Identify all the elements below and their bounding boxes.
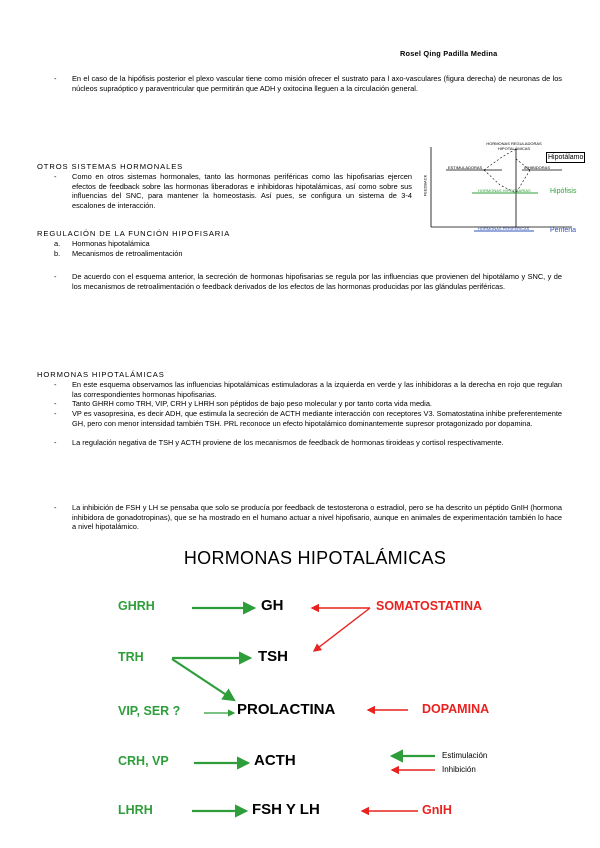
bullet-dash: - bbox=[54, 172, 57, 181]
arrow-trh-prl bbox=[172, 659, 234, 700]
bullet-dash: - bbox=[54, 74, 57, 83]
level-hipofisis: Hipófisis bbox=[550, 188, 577, 195]
intro-paragraph: En el caso de la hipófisis posterior el plexo vascular tiene como misión ofrecer el sustrato para l axo-vasculares (figura derecha) de neuronas de los núcleos supraóptico y paraventricular que permitirán que ADH y oxitocina lleguen a la circulación general. bbox=[72, 74, 562, 93]
level-periferia: Periferia bbox=[550, 227, 577, 234]
list-item: Mecanismos de retroalimentación bbox=[72, 249, 183, 258]
label-prolactina: PROLACTINA bbox=[237, 701, 336, 718]
otros-paragraph: Como en otros sistemas hormonales, tanto las hormonas periféricas como las hipofisarias ejercen efectos de feedback sobre las hormonas liberadoras e inhibidoras hipotalámicas, así como sobre sus influencias del SNC, para mantener la homeostasis. Así pues, se configura un sistema de 3-4 escalones de interacción. bbox=[72, 172, 412, 210]
label-trh: TRH bbox=[118, 650, 144, 664]
author-name: Rosel Qing Padilla Medina bbox=[400, 49, 498, 58]
label-acth: ACTH bbox=[254, 752, 296, 769]
bullet-dash: - bbox=[54, 380, 57, 389]
label-somatostatina: SOMATOSTATINA bbox=[376, 599, 483, 613]
legend-stim-label: Estimulación bbox=[442, 751, 488, 760]
bullet-dash: - bbox=[54, 503, 57, 512]
hormonas-figure bbox=[100, 548, 530, 840]
diagram-stim-label: ESTIMULADORAS bbox=[448, 165, 483, 170]
arrow-som-tsh bbox=[314, 608, 370, 651]
list-marker: b. bbox=[54, 249, 61, 258]
regulation-diagram bbox=[422, 135, 592, 240]
list-marker: a. bbox=[54, 239, 61, 248]
hipotalamicas-bullet: Tanto GHRH como TRH, VIP, CRH y LHRH son péptidos de bajo peso molecular y por tanto corta vida media. bbox=[72, 399, 432, 408]
list-item: Hormonas hipotalámica bbox=[72, 239, 150, 248]
bullet-dash: - bbox=[54, 409, 57, 418]
otros-heading: OTROS SISTEMAS HORMONALES bbox=[37, 162, 184, 171]
bullet-dash: - bbox=[54, 272, 57, 281]
legend-inh-label: Inhibición bbox=[442, 765, 476, 774]
label-fsh-lh: FSH Y LH bbox=[252, 801, 320, 818]
figure-title: HORMONAS HIPOTALÁMICAS bbox=[183, 548, 447, 568]
label-gh: GH bbox=[261, 597, 284, 614]
hipotalamicas-bullet: VP es vasopresina, es decir ADH, que estimula la secreción de ACTH mediante interacción con receptores V3. Somatostatina inhibe preferentemente GH, pero con menor intensidad también TSH. PRL reconoce un efecto hipotalámico dominantemente supresor protagonizado por dopamina. bbox=[72, 409, 562, 428]
hipotalamicas-bullet: La regulación negativa de TSH y ACTH proviene de los mecanismos de feedback de hormonas tiroideas y cortisol respectivamente. bbox=[72, 438, 504, 447]
hipotalamicas-heading: HORMONAS HIPOTALÁMICAS bbox=[37, 370, 165, 379]
bullet-dash: - bbox=[54, 399, 57, 408]
diagram-side-label: FEEDBACK bbox=[422, 174, 428, 197]
bullet-dash: - bbox=[54, 438, 57, 447]
diagram-top-label: HORMONAS REGULADORAS HIPOTALÁMICAS bbox=[486, 141, 542, 151]
label-dopamina: DOPAMINA bbox=[422, 702, 490, 716]
regulacion-heading: REGULACIÓN DE LA FUNCIÓN HIPOFISARIA bbox=[37, 229, 231, 238]
regulacion-paragraph: De acuerdo con el esquema anterior, la secreción de hormonas hipofisarias se regula por las influencias que provienen del hipotálamo y SNC, y de los mecanismos de retroalimentación o feedback derivados de los efectos de las hormonas producidas por las glándulas periféricas. bbox=[72, 272, 562, 291]
diagram-inh-label: INHIBIDORAS bbox=[524, 165, 551, 170]
label-tsh: TSH bbox=[258, 648, 288, 665]
label-ghrh: GHRH bbox=[118, 599, 155, 613]
figure-arrows bbox=[100, 548, 530, 840]
diagram-mid-label: HORMONAS HIPOFISARIAS bbox=[478, 188, 531, 193]
label-vip-ser: VIP, SER ? bbox=[118, 704, 181, 718]
hipotalamicas-bullet: En este esquema observamos las influencias hipotalámicas estimuladoras a la izquierda en verde y las inhibidoras a la derecha en rojo que regulan las correspondientes hormonas hipofisarias. bbox=[72, 380, 562, 399]
label-crh-vp: CRH, VP bbox=[118, 754, 169, 768]
level-hipotalamo: Hipotálamo bbox=[548, 154, 584, 161]
fsh-bullet: La inhibición de FSH y LH se pensaba que solo se producía por feedback de testosterona o estradiol, pero se ha descrito un péptido GnIH (hormona inhibidora de gonadotropinas), que se ha mostrado en el humano actuar a nivel hipofisario, aunque en animales de experimentación también lo hace a nivel hipotalámico. bbox=[72, 503, 562, 532]
label-gnih: GnIH bbox=[422, 803, 452, 817]
diagram-bottom-label: HORMONAS PERIFÉRICAS bbox=[478, 226, 530, 231]
label-lhrh: LHRH bbox=[118, 803, 153, 817]
